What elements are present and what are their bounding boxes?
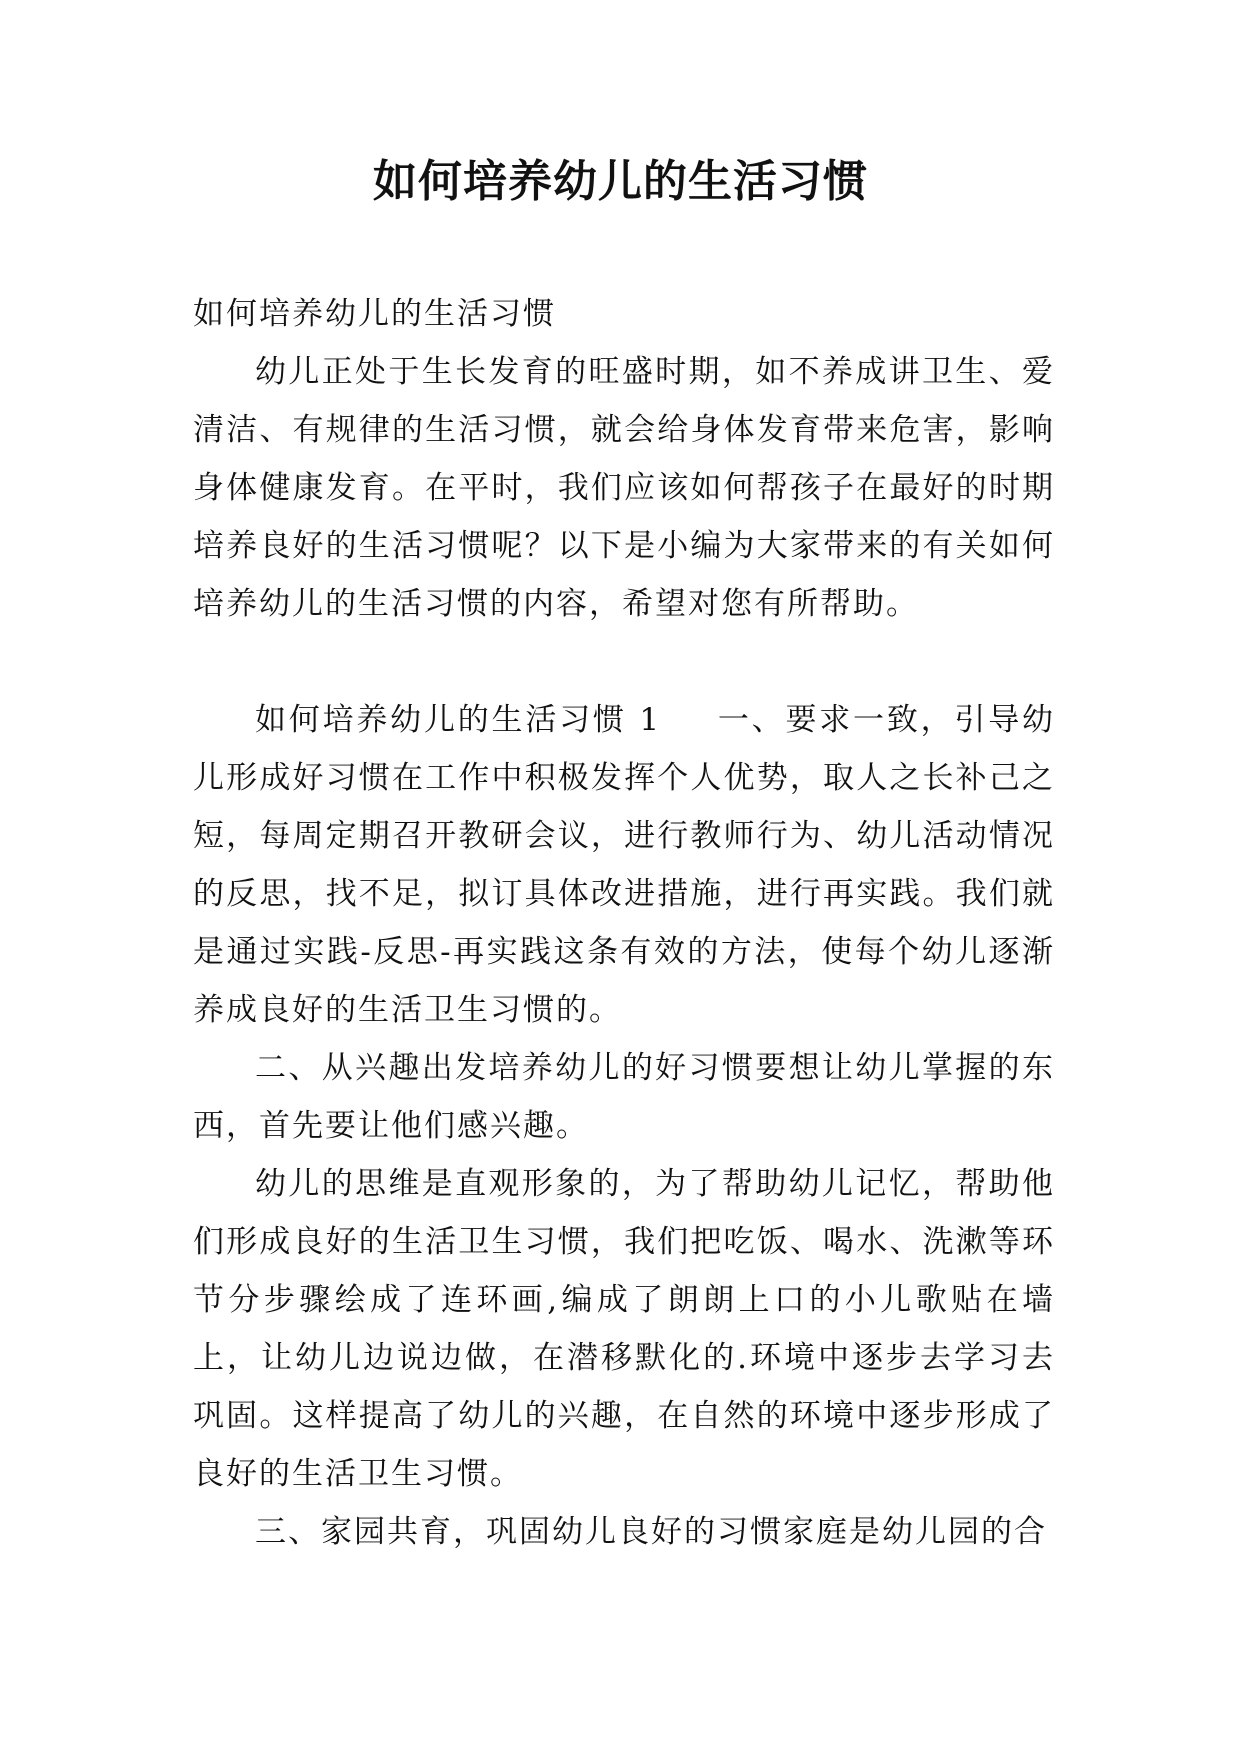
paragraph-4: 三、家园共育，巩固幼儿良好的习惯家庭是幼儿园的合	[255, 1514, 1047, 1550]
section-1-paragraph	[193, 691, 1055, 1039]
document-body	[193, 285, 1055, 1561]
intro-paragraph: 幼儿正处于生长发育的旺盛时期，如不养成讲卫生、爱清洁、有规律的生活习惯，就会给身体发育带来危害，影响身体健康发育。在平时，我们应该如何帮孩子在最好的时期培养良好的生活习惯呢？以下是小编为大家带来的有关如何培养幼儿的生活习惯的内容，希望对您有所帮助。	[193, 354, 1055, 622]
paragraph-3: 幼儿的思维是直观形象的，为了帮助幼儿记忆，帮助他们形成良好的生活卫生习惯，我们把吃饭、喝水、洗漱等环节分步骤绘成了连环画,编成了朗朗上口的小儿歌贴在墙上，让幼儿边说边做，在潜移默化的.环境中逐步去学习去巩固。这样提高了幼儿的兴趣，在自然的环境中逐步形成了良好的生活卫生习惯。	[193, 1166, 1055, 1492]
section-1-heading: 如何培养幼儿的生活习惯 1	[255, 702, 662, 738]
paragraph-gap	[193, 633, 1055, 691]
document-subtitle: 如何培养幼儿的生活习惯	[193, 296, 556, 332]
paragraph-2: 二、从兴趣出发培养幼儿的好习惯要想让幼儿掌握的东西，首先要让他们感兴趣。	[193, 1050, 1055, 1144]
document-title: 如何培养幼儿的生活习惯	[373, 156, 868, 207]
section-1-text: 一、要求一致，引导幼儿形成好习惯在工作中积极发挥个人优势，取人之长补己之短，每周定期召开教研会议，进行教师行为、幼儿活动情况的反思，找不足，拟订具体改进措施，进行再实践。我们就是通过实践-反思-再实践这条有效的方法，使每个幼儿逐渐养成良好的生活卫生习惯的。	[193, 702, 1056, 1028]
